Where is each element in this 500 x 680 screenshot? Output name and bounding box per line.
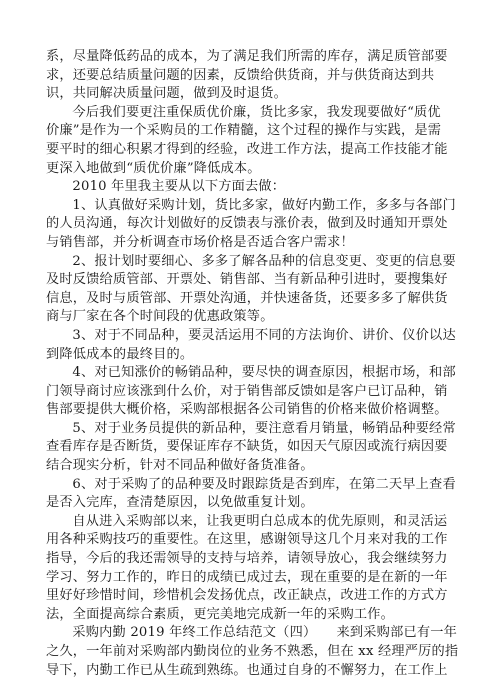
text-line: 识，共同解决质量问题，做到及时退货。 [46,86,287,102]
text-line: 更深入地做到“质优价廉”降低成本。 [46,160,261,176]
document-body [46,48,458,680]
text-line: 门领导商讨应该涨到什么价，对于销售部反馈如是客户已订品种，销 [46,383,448,399]
text-line: 6、对于采购了的品种要及时跟踪货是否到库，在第二天早上查看 [72,476,456,492]
text-line: 学习、努力工作的，昨日的成绩已成过去，现在重要的是在新的一年 [46,569,448,585]
text-line: 与销售部，并分析调查市场价格是否适合客户需求！ [46,234,354,250]
text-line: 里好好珍惜时间，珍惜机会发扬优点，改正缺点，改进工作的方式方 [46,588,448,604]
text-line: 采购内勤 2019 年终工作总结范文（四） 来到采购部已有一年 [72,625,458,641]
text-line: 是否入完库，查清楚原因，以免做重复计划。 [46,495,314,511]
text-line: 之久，一年前对采购部内勤岗位的业务不熟悉，但在 xx 经理严厉的指 [46,644,458,659]
text-line: 指导，今后的我还需领导的支持与培养，请领导放心，我会继续努力 [46,551,448,567]
text-line: 商与厂家在各个时间段的优惠政策等。 [46,309,274,325]
text-line: 2、报计划时要细心、多多了解各品种的信息变更、变更的信息要 [72,253,456,269]
text-line: 5、对于业务员提供的新品种，要注意看月销量，畅销品种要经常 [72,420,456,436]
text-line: 价廉”是作为一个采购员的工作精髓，这个过程的操作与实践，是需 [46,123,442,139]
text-line: 自从进入采购部以来，让我更明白总成本的优先原则，和灵活运 [72,513,448,529]
text-line: 及时反馈给质管部、开票处、销售部、当有新品种引进时，要搜集好 [46,272,448,288]
text-line: 1、认真做好采购计划，货比多家，做好内勤工作，多多与各部门 [72,197,456,213]
text-line: 查看库存是否断货，要保证库存不缺货，如因天气原因或流行病因要 [46,439,448,455]
text-line: 售部要提供大概价格，采购部根据各公司销售的价格来做价格调整。 [46,402,448,418]
text-line: 的人员沟通，每次计划做好的反馈表与涨价表，做到及时通知开票处 [46,216,448,232]
text-line: 法，全面提高综合素质，更完美地完成新一年的采购工作。 [46,606,395,622]
text-line: 导下，内勤工作已从生疏到熟练。也通过自身的不懈努力，在工作上 [46,662,448,678]
text-line: 3、对于不同品种，要灵活运用不同的方法询价、讲价、仪价以达 [72,327,456,343]
text-line: 2010 年里我主要从以下方面去做： [72,179,286,195]
text-line: 用各种采购技巧的重要性。在这里，感谢领导这几个月来对我的工作 [46,532,448,548]
text-line: 求，还要总结质量问题的因素，反馈给供货商，并与供货商达到共 [46,67,435,83]
text-line: 4、对已知涨价的畅销品种，要尽快的调查原因，根据市场，和部 [72,365,456,381]
text-line: 结合现实分析，针对不同品种做好备货准备。 [46,458,314,474]
text-line: 系，尽量降低药品的成本，为了满足我们所需的库存，满足质管部要 [46,49,448,64]
text-line: 到降低成本的最终目的。 [46,346,194,362]
text-line: 要平时的细心积累才得到的经验，改进工作方法，提高工作技能才能 [46,141,448,157]
text-line: 今后我们要更注重保质优价廉，货比多家，我发现要做好“质优 [72,104,441,120]
text-line: 信息，及时与质管部、开票处沟通，并快速备货，还要多多了解供货 [46,290,448,306]
